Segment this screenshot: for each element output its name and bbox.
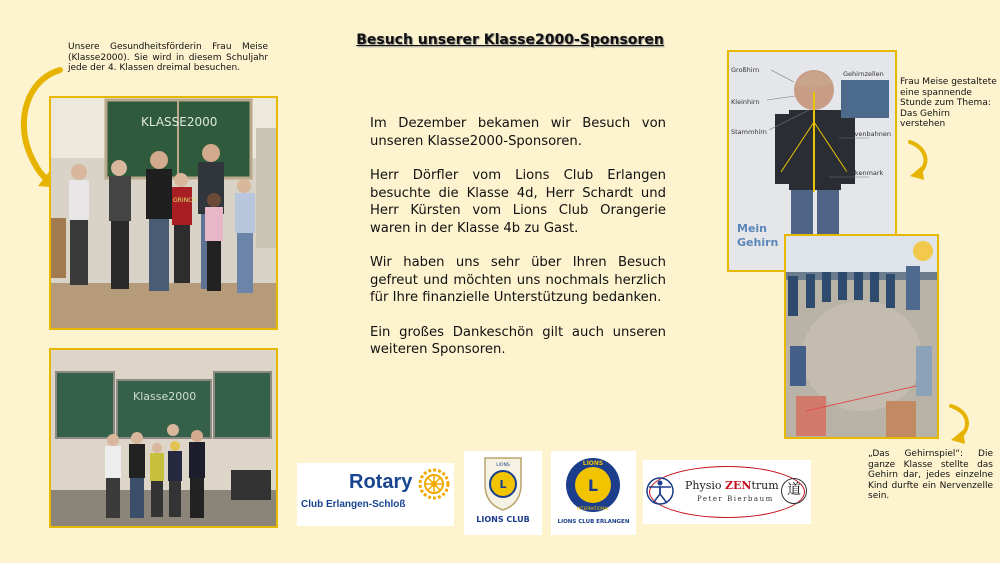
photo1-board-text: KLASSE2000 <box>141 115 218 129</box>
poster-label-kleinhirn: Kleinhirn <box>731 98 760 106</box>
physio-part1: Physio <box>685 479 722 492</box>
page-title: Besuch unserer Klasse2000-Sponsoren <box>356 32 664 48</box>
physio-name <box>685 479 779 492</box>
rotary-logo <box>297 463 454 526</box>
note-gesundheitsfoerderin: Unsere Gesundheitsförderin Frau Meise (Klasse2000). Sie wird in diesem Schuljahr jede der 4. Klassen dreimal besuchen. <box>68 42 268 73</box>
physio-glyph: 道 <box>781 478 807 504</box>
lions-emblem-icon <box>481 454 525 512</box>
poster-label-stammhirn: Stammhirn <box>731 128 767 136</box>
physio-part2: trum <box>751 479 779 492</box>
photo-gehirnspiel <box>784 234 939 439</box>
photo-class-visit-4b <box>49 348 278 528</box>
lions2-ring-text: INTERNATIONAL <box>576 506 610 511</box>
lions2-text: LIONS CLUB ERLANGEN <box>557 519 630 525</box>
rotary-name: Rotary <box>349 471 413 493</box>
physio-zen: ZEN <box>725 479 752 492</box>
note-gehirnspiel: „Das Gehirnspiel“: Die ganze Klasse stellte das Gehirn dar, jedes einzelne Kind durfte ein Nervenzelle sein. <box>868 449 993 501</box>
rotary-wheel-icon <box>417 467 451 501</box>
poster-label-nervenbahnen: Nervenbahnen <box>843 130 891 138</box>
poster-caption-2: Gehirn <box>737 236 779 249</box>
photo1-shirt-text: GRINCH <box>173 197 197 204</box>
lions2-badge-text: LIONS <box>582 460 604 467</box>
lions1-badge-text: LIONS <box>496 463 510 468</box>
photo-class-visit-4d <box>49 96 278 330</box>
lions-club-erlangen-logo <box>551 451 636 535</box>
physiozentrum-logo <box>643 460 811 524</box>
poster-caption-1: Mein <box>737 222 768 235</box>
lions-emblem-icon <box>561 455 625 515</box>
photo2-board-text: Klasse2000 <box>133 390 197 403</box>
poster-label-rueckenmark: Rückenmark <box>843 169 884 177</box>
rotary-club-name: Club Erlangen-Schloß <box>301 499 406 510</box>
svg-text:L: L <box>587 476 599 495</box>
poster-label-gehirnzellen: Gehirnzellen <box>843 70 884 78</box>
note-gehirn-verstehen: Frau Meise gestaltete eine spannende Stunde zum Thema: Das Gehirn verstehen <box>900 77 997 129</box>
poster-label-grosshirn: Großhirn <box>731 66 760 74</box>
article-body <box>370 115 666 376</box>
lions-club-logo-1 <box>464 451 542 535</box>
paragraph-1: Im Dezember bekamen wir Besuch von unseren Klasse2000-Sponsoren. <box>370 116 666 149</box>
person-stretch-icon <box>645 476 675 508</box>
paragraph-2: Herr Dörfler vom Lions Club Erlangen besuchte die Klasse 4d, Herr Schardt und Herr Kürsten vom Lions Club Orangerie waren in der Klasse 4b zu Gast. <box>370 168 666 236</box>
paragraph-4: Ein großes Dankeschön gilt auch unseren weiteren Sponsoren. <box>370 324 666 357</box>
svg-text:L: L <box>499 478 507 491</box>
curved-arrow-icon <box>900 138 935 184</box>
lions1-text: LIONS CLUB <box>476 515 530 524</box>
paragraph-3: Wir haben uns sehr über Ihren Besuch gefreut und möchten uns nochmals herzlich für Ihre finanzielle Unterstützung bedanken. <box>370 255 666 305</box>
curved-arrow-icon <box>945 402 975 446</box>
physio-subtitle: Peter Bierbaum <box>697 495 774 503</box>
